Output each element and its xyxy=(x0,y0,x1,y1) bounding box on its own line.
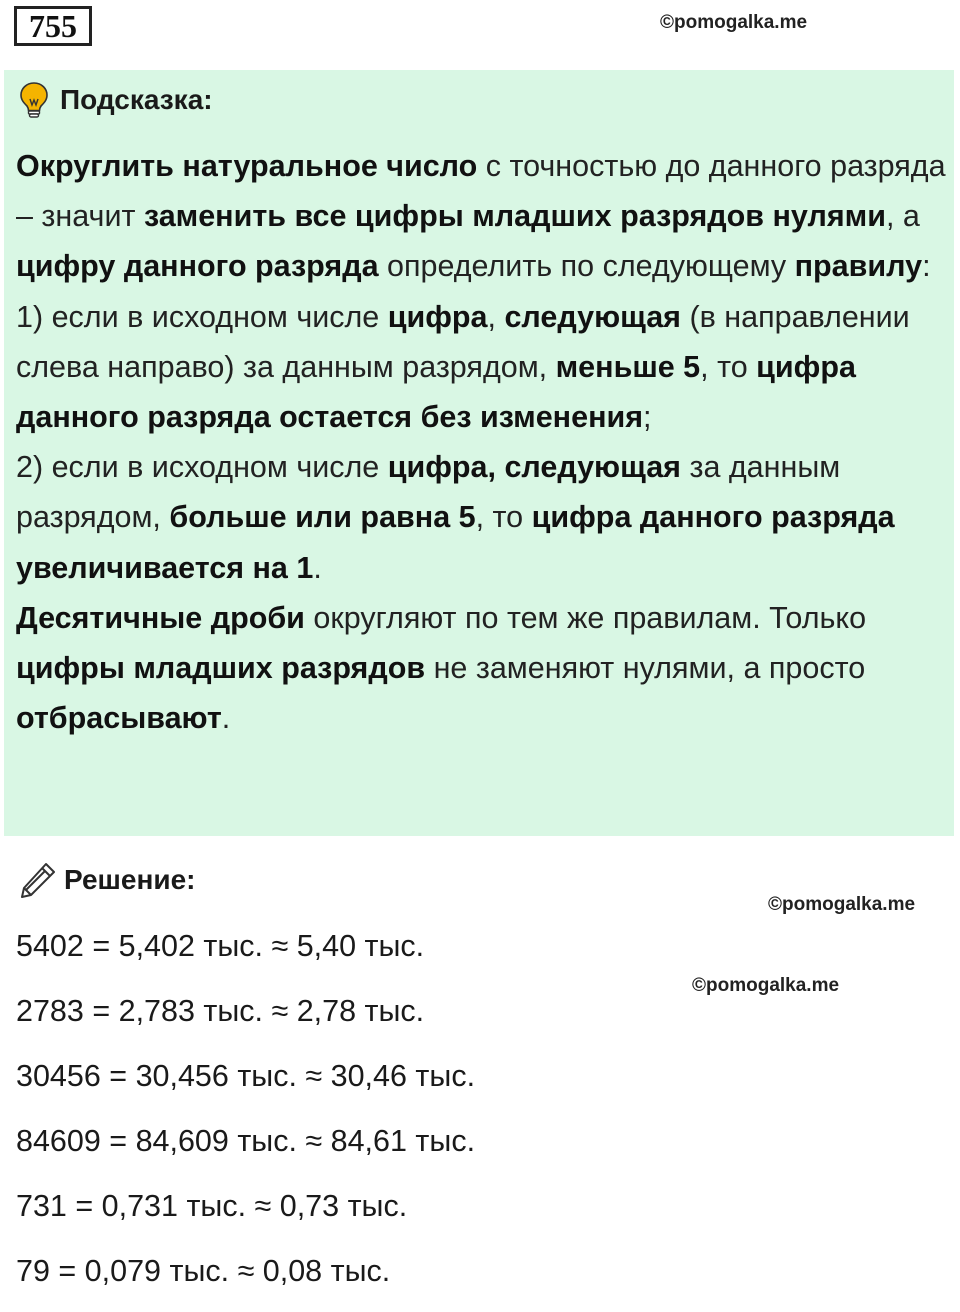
solution-line: 731 = 0,731 тыс. ≈ 0,73 тыс. xyxy=(16,1189,408,1223)
pencil-icon xyxy=(18,860,58,900)
solution-lines xyxy=(16,922,716,1312)
watermark: ©pomogalka.me xyxy=(692,975,840,996)
hint-body xyxy=(16,141,946,743)
solution-title: Решение: xyxy=(64,864,196,895)
lightbulb-icon xyxy=(18,81,50,119)
hint-paragraph-definition: Округлить натуральное число с точностью до данного разряда – значит заменить все цифры младших разрядов нулями, а цифру данного разряда определить по следующему правилу: xyxy=(16,149,946,284)
solution-line: 30456 = 30,456 тыс. ≈ 30,46 тыс. xyxy=(16,1059,476,1093)
watermark: ©pomogalka.me xyxy=(660,12,808,33)
solution-line: 5402 = 5,402 тыс. ≈ 5,40 тыс. xyxy=(16,929,425,963)
hint-header xyxy=(18,80,213,120)
task-number: 755 xyxy=(14,6,92,46)
watermark: ©pomogalka.me xyxy=(768,894,916,915)
solution-line: 79 = 0,079 тыс. ≈ 0,08 тыс. xyxy=(16,1254,391,1288)
solution-header xyxy=(18,858,195,902)
hint-paragraph-rule-1: 1) если в исходном числе цифра, следующая (в направлении слева направо) за данным разрядом, меньше 5, то цифра данного разряда остается без изменения; xyxy=(16,299,910,435)
hint-paragraph-rule-2: 2) если в исходном числе цифра, следующая за данным разрядом, больше или равна 5, то цифра данного разряда увеличивается на 1. xyxy=(16,450,895,585)
solution-line: 84609 = 84,609 тыс. ≈ 84,61 тыс. xyxy=(16,1124,476,1158)
hint-title: Подсказка: xyxy=(60,84,213,115)
hint-paragraph-decimals: Десятичные дроби округляют по тем же правилам. Только цифры младших разрядов не заменяют нулями, а просто отбрасывают. xyxy=(16,600,867,736)
solution-line: 2783 = 2,783 тыс. ≈ 2,78 тыс. xyxy=(16,994,425,1028)
